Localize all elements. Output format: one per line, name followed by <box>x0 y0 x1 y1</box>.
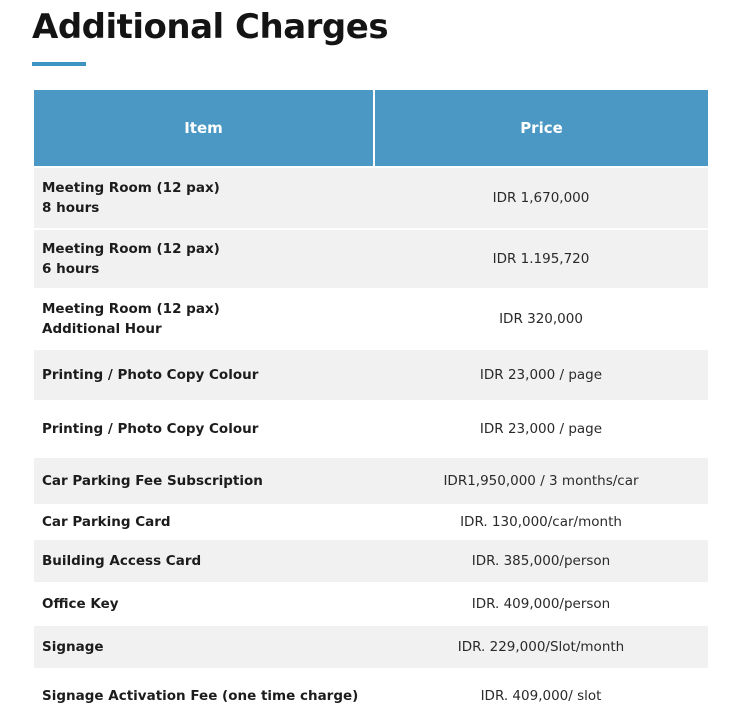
item-detail: 8 hours <box>42 200 100 216</box>
item-cell <box>34 167 374 229</box>
column-header-item: Item <box>34 90 374 167</box>
item-name: Meeting Room (12 pax) <box>42 180 220 196</box>
table-row <box>34 539 708 583</box>
table-row <box>34 167 708 229</box>
item-detail: 6 hours <box>42 261 100 277</box>
item-cell: Signage Activation Fee (one time charge) <box>34 669 374 721</box>
table-row <box>34 625 708 669</box>
table-row <box>34 349 708 401</box>
column-header-price: Price <box>374 90 708 167</box>
price-cell: IDR. 409,000/ slot <box>374 669 708 721</box>
item-cell: Office Key <box>34 583 374 625</box>
item-cell: Car Parking Fee Subscription <box>34 457 374 505</box>
price-cell: IDR. 385,000/person <box>374 539 708 583</box>
price-cell: IDR1,950,000 / 3 months/car <box>374 457 708 505</box>
table-row <box>34 505 708 539</box>
price-cell: IDR. 229,000/Slot/month <box>374 625 708 669</box>
item-name: Meeting Room (12 pax) <box>42 301 220 317</box>
price-cell: IDR. 409,000/person <box>374 583 708 625</box>
table-row <box>34 229 708 289</box>
table-row <box>34 669 708 721</box>
item-cell: Printing / Photo Copy Colour <box>34 401 374 457</box>
table-row <box>34 583 708 625</box>
price-cell: IDR 23,000 / page <box>374 401 708 457</box>
item-cell: Building Access Card <box>34 539 374 583</box>
table-header-row <box>34 90 708 167</box>
table-row <box>34 457 708 505</box>
price-cell: IDR 320,000 <box>374 289 708 349</box>
item-cell: Car Parking Card <box>34 505 374 539</box>
item-name: Meeting Room (12 pax) <box>42 241 220 257</box>
table-row <box>34 289 708 349</box>
item-cell <box>34 289 374 349</box>
charges-table <box>34 90 708 721</box>
price-cell: IDR 1,670,000 <box>374 167 708 229</box>
title-underline <box>32 62 86 66</box>
price-cell: IDR 23,000 / page <box>374 349 708 401</box>
table-row <box>34 401 708 457</box>
price-cell: IDR. 130,000/car/month <box>374 505 708 539</box>
item-detail: Additional Hour <box>42 321 162 337</box>
item-cell: Printing / Photo Copy Colour <box>34 349 374 401</box>
price-cell: IDR 1.195,720 <box>374 229 708 289</box>
item-cell: Signage <box>34 625 374 669</box>
page-title: Additional Charges <box>32 7 389 47</box>
item-cell <box>34 229 374 289</box>
